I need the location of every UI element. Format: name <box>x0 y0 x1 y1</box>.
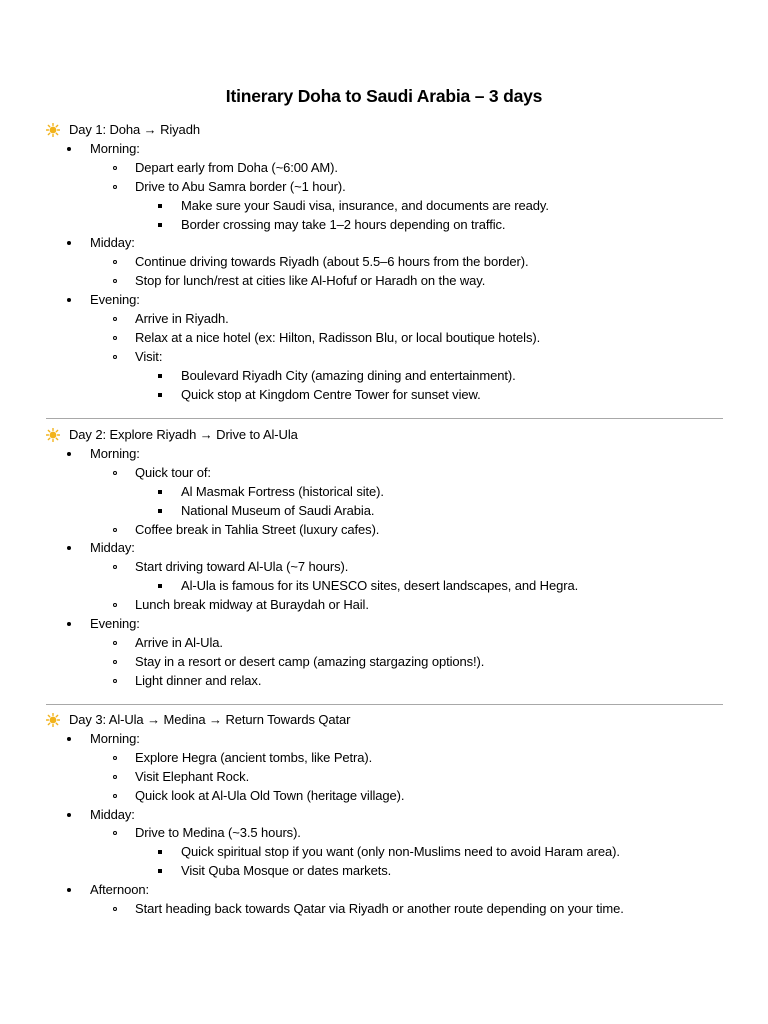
sub-list-item: National Museum of Saudi Arabia. <box>181 502 375 518</box>
bullet-circle-icon <box>113 831 117 835</box>
bullet-square-icon <box>158 869 162 873</box>
sub-list-item: Border crossing may take 1–2 hours depending on traffic. <box>181 216 506 232</box>
bullet-circle-icon <box>113 907 117 911</box>
list-item: Explore Hegra (ancient tombs, like Petra). <box>135 749 373 765</box>
day-heading: Day 3: Al-Ula → Medina → Return Towards Qatar <box>69 712 351 727</box>
section-label: Afternoon: <box>90 882 149 898</box>
bullet-square-icon <box>158 490 162 494</box>
bullet-circle-icon <box>113 355 117 359</box>
bullet-circle-icon <box>113 756 117 760</box>
bullet-circle-icon <box>113 185 117 189</box>
section-label: Evening: <box>90 292 140 308</box>
day-heading: Day 1: Doha → Riyadh <box>69 122 200 137</box>
section-label: Midday: <box>90 540 135 556</box>
bullet-circle-icon <box>113 336 117 340</box>
list-item: Start heading back towards Qatar via Riyadh or another route depending on your time. <box>135 901 624 916</box>
section-label: Evening: <box>90 616 140 631</box>
list-item: Arrive in Al-Ula. <box>135 634 223 650</box>
section-label: Morning: <box>90 445 140 461</box>
bullet-square-icon <box>158 584 162 588</box>
sub-list-item: Make sure your Saudi visa, insurance, and documents are ready. <box>181 197 549 213</box>
bullet-square-icon <box>158 393 162 397</box>
list-item: Quick tour of: <box>135 464 211 480</box>
list-item: Start driving toward Al-Ula (~7 hours). <box>135 559 349 575</box>
section-label: Morning: <box>90 730 140 746</box>
bullet-circle-icon <box>113 166 117 170</box>
sub-list-item: Al Masmak Fortress (historical site). <box>181 483 384 499</box>
bullet-circle-icon <box>113 279 117 283</box>
list-item: Lunch break midway at Buraydah or Hail. <box>135 597 369 613</box>
bullet-circle-icon <box>113 565 117 569</box>
bullet-disc-icon <box>67 452 71 456</box>
list-item: Stop for lunch/rest at cities like Al-Hofuf or Haradh on the way. <box>135 273 486 289</box>
list-item: Continue driving towards Riyadh (about 5.5–6 hours from the border). <box>135 254 529 270</box>
sun-icon <box>46 713 60 727</box>
sun-icon <box>46 123 60 137</box>
bullet-circle-icon <box>113 794 117 798</box>
bullet-disc-icon <box>67 813 71 817</box>
bullet-circle-icon <box>113 775 117 779</box>
sub-list-item: Quick stop at Kingdom Centre Tower for sunset view. <box>181 386 481 402</box>
list-item: Depart early from Doha (~6:00 AM). <box>135 159 338 175</box>
page-title: Itinerary Doha to Saudi Arabia – 3 days <box>225 86 543 106</box>
list-item: Arrive in Riyadh. <box>135 311 229 326</box>
bullet-square-icon <box>158 374 162 378</box>
bullet-circle-icon <box>113 660 117 664</box>
list-item: Light dinner and relax. <box>135 672 262 688</box>
bullet-disc-icon <box>67 737 71 741</box>
section-divider <box>46 704 723 705</box>
list-item: Drive to Medina (~3.5 hours). <box>135 825 301 841</box>
list-item: Visit Elephant Rock. <box>135 768 250 784</box>
section-label: Morning: <box>90 140 140 156</box>
bullet-circle-icon <box>113 603 117 607</box>
bullet-disc-icon <box>67 888 71 892</box>
bullet-disc-icon <box>67 622 71 626</box>
list-item: Visit: <box>135 348 163 364</box>
list-item: Quick look at Al-Ula Old Town (heritage village). <box>135 787 405 803</box>
list-item: Coffee break in Tahlia Street (luxury cafes). <box>135 521 380 537</box>
bullet-circle-icon <box>113 471 117 475</box>
bullet-disc-icon <box>67 241 71 245</box>
bullet-circle-icon <box>113 641 117 645</box>
bullet-square-icon <box>158 509 162 513</box>
section-label: Midday: <box>90 806 135 822</box>
bullet-square-icon <box>158 223 162 227</box>
sub-list-item: Quick spiritual stop if you want (only non-Muslims need to avoid Haram area). <box>181 844 620 860</box>
list-item: Stay in a resort or desert camp (amazing stargazing options!). <box>135 653 485 669</box>
sun-icon <box>46 428 60 442</box>
sub-list-item: Boulevard Riyadh City (amazing dining and entertainment). <box>181 367 516 383</box>
list-item: Drive to Abu Samra border (~1 hour). <box>135 178 346 194</box>
bullet-disc-icon <box>67 147 71 151</box>
day-heading: Day 2: Explore Riyadh → Drive to Al-Ula <box>69 427 298 442</box>
list-item: Relax at a nice hotel (ex: Hilton, Radisson Blu, or local boutique hotels). <box>135 329 541 345</box>
bullet-circle-icon <box>113 317 117 321</box>
sub-list-item: Al-Ula is famous for its UNESCO sites, desert landscapes, and Hegra. <box>181 578 579 594</box>
bullet-circle-icon <box>113 260 117 264</box>
bullet-disc-icon <box>67 546 71 550</box>
section-label: Midday: <box>90 235 135 251</box>
section-divider <box>46 418 723 419</box>
sub-list-item: Visit Quba Mosque or dates markets. <box>181 863 392 879</box>
bullet-circle-icon <box>113 528 117 532</box>
bullet-circle-icon <box>113 679 117 683</box>
bullet-square-icon <box>158 204 162 208</box>
bullet-square-icon <box>158 850 162 854</box>
bullet-disc-icon <box>67 298 71 302</box>
